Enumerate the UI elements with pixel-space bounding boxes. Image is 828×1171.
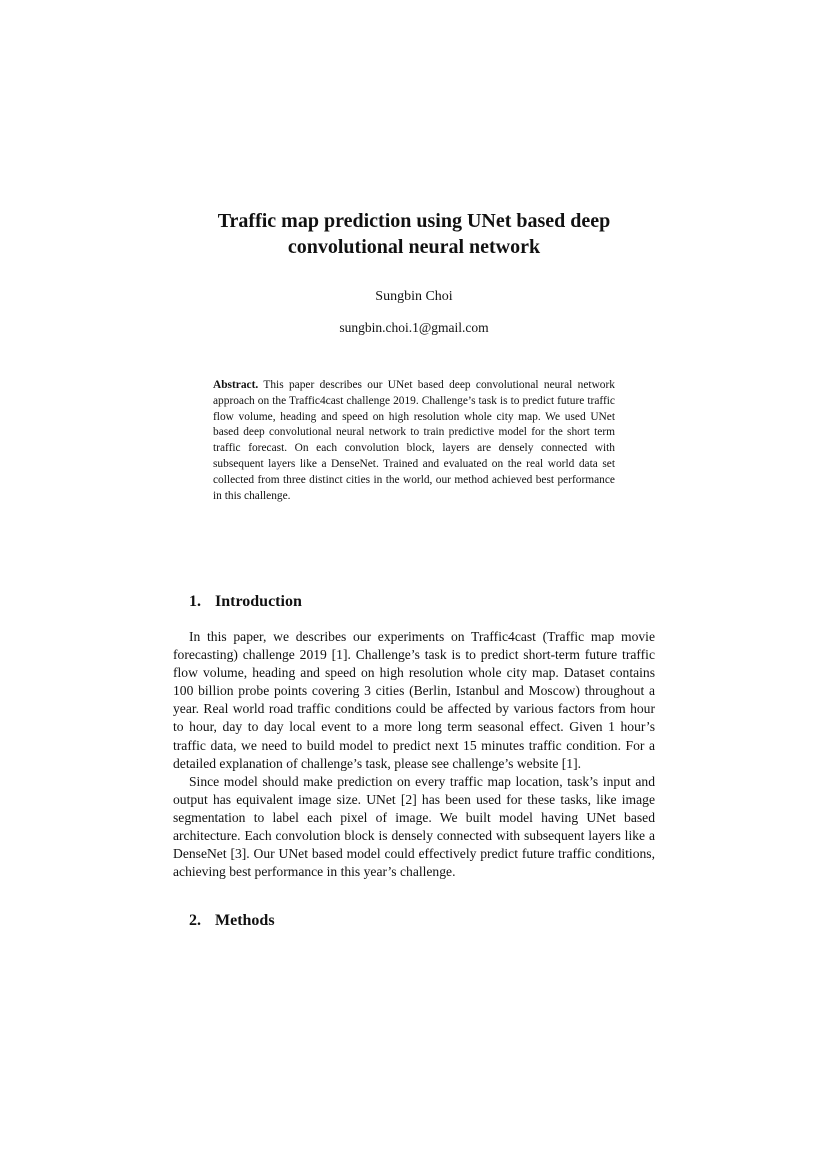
paper-title	[150, 208, 678, 260]
paragraph: Since model should make prediction on every traffic map location, task’s input and output has equivalent image size. UNet [2] has been used for these tasks, like image segmentation to label each pixel of image. We built model having UNet based architecture. Each convolution block is densely connected with subsequent layers like a DenseNet [3]. Our UNet based model could effectively predict future traffic conditions, achieving best performance in this year’s challenge.	[173, 773, 655, 880]
introduction-heading	[189, 592, 302, 612]
abstract-text: This paper describes our UNet based deep convolutional neural network approach on the Traffic4cast challenge 2019. Challenge’s task is to predict future traffic flow volume, heading and speed on high resolution whole city map. We used UNet based deep convolutional neural network to train predictive model for the short term traffic forecast. On each convolution block, layers are densely connected with subsequent layers like a DenseNet. Trained and evaluated on the real world data set collected from three distinct cities in the world, our method achieved best performance in this challenge.	[213, 379, 615, 502]
abstract	[213, 378, 615, 504]
introduction-body	[173, 628, 655, 881]
section-title: Methods	[215, 912, 275, 929]
section-title: Introduction	[215, 593, 302, 610]
title-line-1: Traffic map prediction using UNet based deep	[217, 210, 611, 232]
section-number: 2.	[189, 912, 201, 929]
author-email: sungbin.choi.1@gmail.com	[339, 320, 489, 335]
title-line-2: convolutional neural network	[287, 236, 541, 258]
section-number: 1.	[189, 593, 201, 610]
paragraph: In this paper, we describes our experiments on Traffic4cast (Traffic map movie forecasting) challenge 2019 [1]. Challenge’s task is to predict short-term future traffic flow volume, heading and speed on high resolution whole city map. Dataset contains 100 billion probe points covering 3 cities (Berlin, Istanbul and Moscow) throughout a year. Real world road traffic conditions could be affected by various factors from hour to hour, day to day local event to a more long term seasonal effect. Given 1 hour’s traffic data, we need to build model to predict next 15 minutes traffic condition. For a detailed explanation of challenge’s task, please see challenge’s website [1].	[173, 629, 655, 771]
abstract-label: Abstract.	[213, 379, 259, 391]
methods-heading	[189, 911, 275, 931]
author-name: Sungbin Choi	[375, 289, 453, 304]
